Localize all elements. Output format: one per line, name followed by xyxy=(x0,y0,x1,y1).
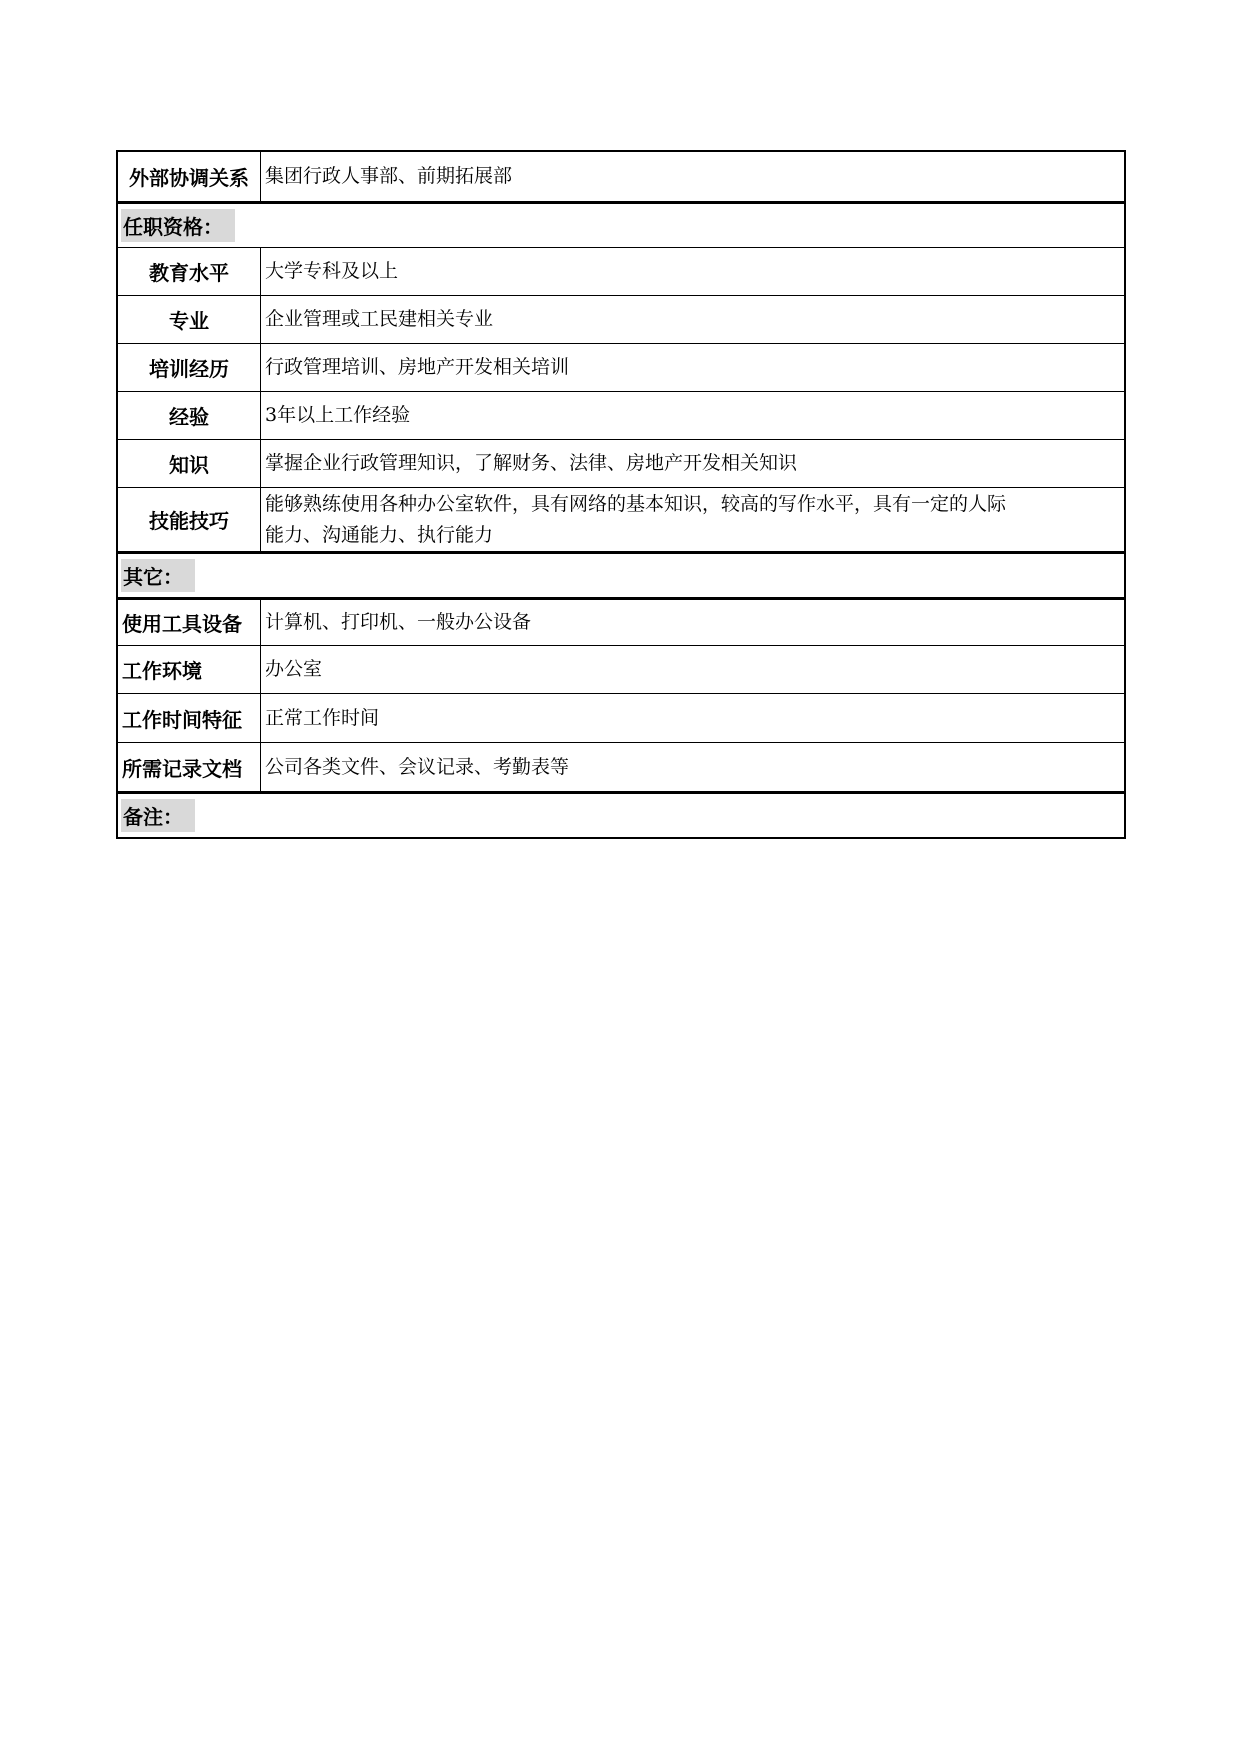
knowledge-value: 掌握企业行政管理知识，了解财务、法律、房地产开发相关知识 xyxy=(265,452,798,474)
job-requirements-table xyxy=(116,150,1126,839)
qualifications-header: 任职资格： xyxy=(121,209,235,242)
skills-label: 技能技巧 xyxy=(118,488,261,551)
education-label: 教育水平 xyxy=(118,248,261,295)
training-value: 行政管理培训、房地产开发相关培训 xyxy=(265,356,570,378)
skills-value-line1: 能够熟练使用各种办公室软件，具有网络的基本知识，较高的写作水平，具有一定的人际 xyxy=(265,492,1007,515)
tools-value: 计算机、打印机、一般办公设备 xyxy=(265,611,532,633)
row-external-relations xyxy=(118,152,1124,201)
major-label: 专业 xyxy=(118,296,261,343)
external-relations-value: 集团行政人事部、前期拓展部 xyxy=(265,165,513,187)
row-knowledge xyxy=(118,439,1124,487)
row-tools xyxy=(118,597,1124,645)
work-time-label: 工作时间特征 xyxy=(118,694,261,742)
row-training xyxy=(118,343,1124,391)
documents-value: 公司各类文件、会议记录、考勤表等 xyxy=(265,755,570,778)
skills-value xyxy=(261,488,1124,551)
environment-value: 办公室 xyxy=(265,658,323,680)
other-section xyxy=(118,551,1124,597)
row-major xyxy=(118,295,1124,343)
training-label: 培训经历 xyxy=(118,344,261,391)
external-relations-label: 外部协调关系 xyxy=(118,152,261,201)
other-header: 其它： xyxy=(121,559,195,592)
documents-label: 所需记录文档 xyxy=(118,743,261,791)
major-value: 企业管理或工民建相关专业 xyxy=(265,308,494,330)
row-experience xyxy=(118,391,1124,439)
qualifications-section xyxy=(118,201,1124,247)
row-documents xyxy=(118,742,1124,791)
notes-section xyxy=(118,791,1124,837)
notes-header: 备注： xyxy=(121,799,195,832)
knowledge-label: 知识 xyxy=(118,440,261,487)
tools-label: 使用工具设备 xyxy=(118,600,261,645)
work-time-value: 正常工作时间 xyxy=(265,706,380,729)
experience-label: 经验 xyxy=(118,392,261,439)
row-environment xyxy=(118,645,1124,693)
row-work-time xyxy=(118,693,1124,742)
education-value: 大学专科及以上 xyxy=(265,260,399,282)
environment-label: 工作环境 xyxy=(118,646,261,693)
experience-value: 3年以上工作经验 xyxy=(265,404,411,426)
row-education xyxy=(118,247,1124,295)
row-skills xyxy=(118,487,1124,551)
skills-value-line2: 能力、沟通能力、执行能力 xyxy=(265,523,494,546)
